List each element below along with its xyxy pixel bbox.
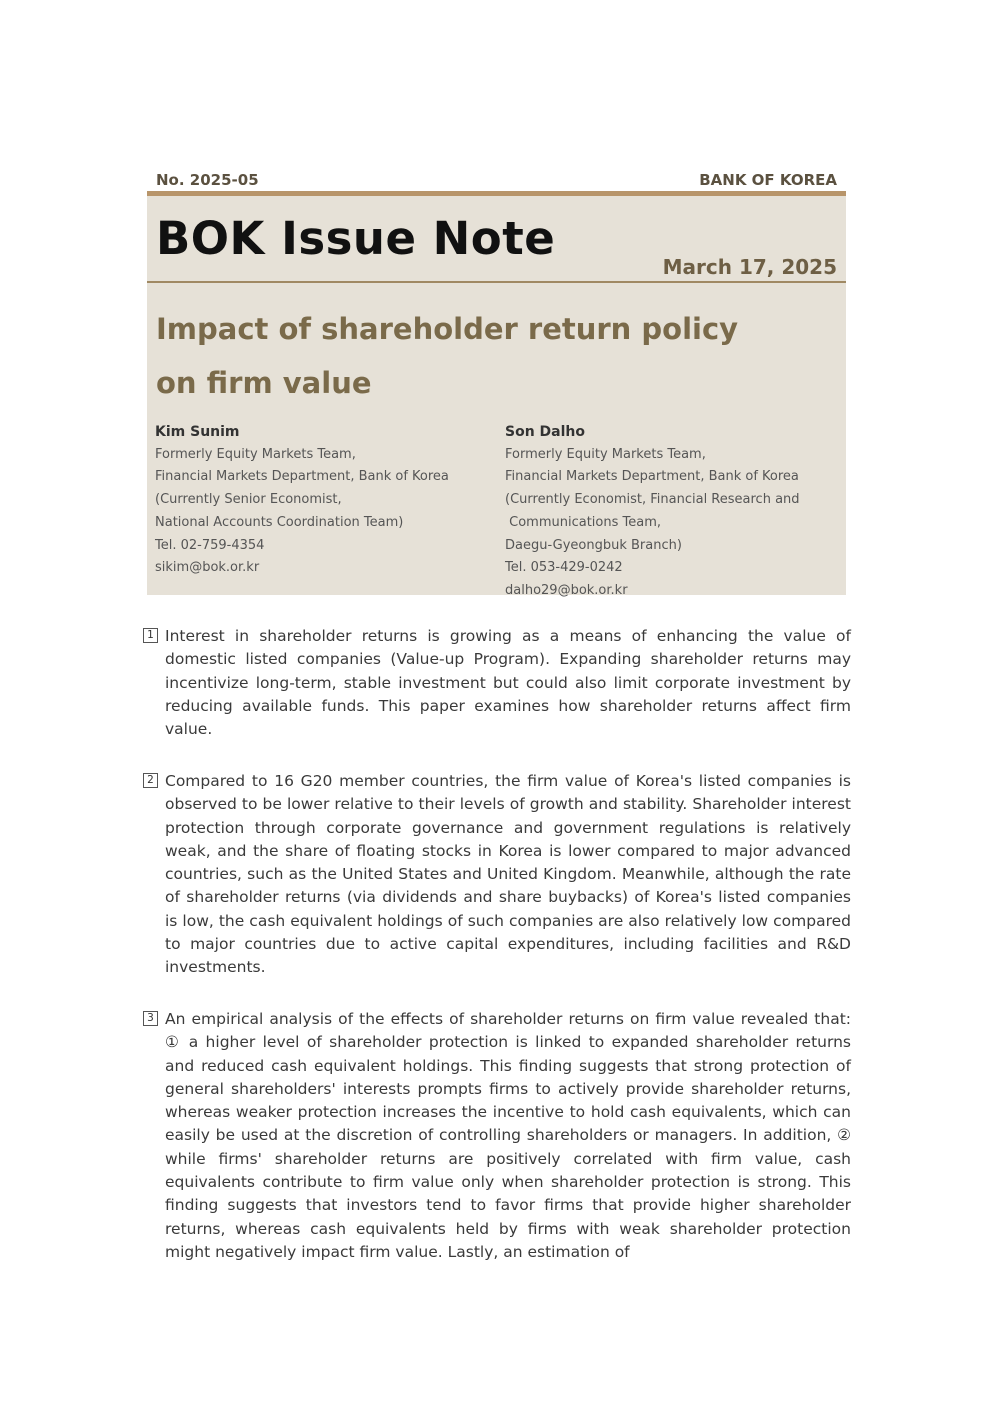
paragraph-number-box: 1 <box>143 628 158 643</box>
author-name: Kim Sunim <box>155 424 240 440</box>
paragraph-text: An empirical analysis of the effects of shareholder returns on firm value revealed that: ① a higher level of shareholder protection is linked to expanded shareholder returns and reduced cash equivalent holdings. This finding suggests that strong protection of general shareholders' interests prompts firms to actively provide shareholder returns, whereas weaker protection increases the incentive to hold cash equivalents, which can easily be used at the discretion of controlling shareholders or managers. In addition, ② while firms' shareholder returns are positively correlated with firm value, cash equivalents contribute to firm value only when shareholder protection is strong. This finding suggests that investors tend to favor firms that provide higher shareholder returns, whereas cash equivalents held by firms with weak shareholder protection might negatively impact firm value. Lastly, an estimation of <box>165 1010 851 1261</box>
author-phone: Tel. 053-429-0242 <box>505 560 623 576</box>
summary-paragraph-2 <box>143 770 851 980</box>
title-block <box>147 196 846 598</box>
author-affiliation-line: (Currently Senior Economist, <box>155 492 342 508</box>
author-block-1 <box>155 421 500 580</box>
organization-name: BANK OF KOREA <box>699 171 837 189</box>
author-email: dalho29@bok.or.kr <box>505 582 628 598</box>
author-affiliation-line: Communications Team, <box>505 514 661 530</box>
title-divider <box>147 281 846 283</box>
document-title: BOK Issue Note <box>156 212 556 265</box>
author-affiliation-line: Financial Markets Department, Bank of Korea <box>505 469 799 485</box>
paragraph-text: Interest in shareholder returns is growing as a means of enhancing the value of domestic listed companies (Value-up Program). Expanding shareholder returns may incentivize long-term, stable investment but could also limit corporate investment by reducing available funds. This paper examines how shareholder returns affect firm value. <box>165 627 851 739</box>
author-name: Son Dalho <box>505 424 585 440</box>
author-email: sikim@bok.or.kr <box>155 560 260 576</box>
author-phone: Tel. 02-759-4354 <box>155 537 265 553</box>
author-affiliation-line: Formerly Equity Markets Team, <box>505 446 706 462</box>
issue-header-line <box>147 170 846 192</box>
publication-date: March 17, 2025 <box>662 255 837 279</box>
paragraph-number-box: 2 <box>143 773 158 788</box>
author-affiliation-line: Formerly Equity Markets Team, <box>155 446 356 462</box>
paragraph-text: Compared to 16 G20 member countries, the firm value of Korea's listed companies is observed to be lower relative to their levels of growth and stability. Shareholder interest protection through corporate governance and government regulations is relatively weak, and the share of floating stocks in Korea is lower compared to major advanced countries, such as the United States and United Kingdom. Meanwhile, although the rate of shareholder returns (via dividends and share buybacks) of Korea's listed companies is low, the cash equivalent holdings of such companies are also relatively low compared to major countries due to active capital expenditures, including facilities and R&D investments. <box>165 772 851 977</box>
author-affiliation-line: Daegu-Gyeongbuk Branch) <box>505 537 682 553</box>
document-subtitle: Impact of shareholder return policy on firm value <box>156 312 739 400</box>
summary-paragraph-1 <box>143 625 851 741</box>
summary-paragraph-3 <box>143 1008 851 1264</box>
author-affiliation-line: (Currently Economist, Financial Research and <box>505 492 800 508</box>
paragraph-number-box: 3 <box>143 1011 158 1026</box>
author-block-2 <box>505 421 850 603</box>
author-affiliation-line: Financial Markets Department, Bank of Korea <box>155 469 449 485</box>
issue-number: No. 2025-05 <box>156 171 259 189</box>
author-affiliation-line: National Accounts Coordination Team) <box>155 514 404 530</box>
